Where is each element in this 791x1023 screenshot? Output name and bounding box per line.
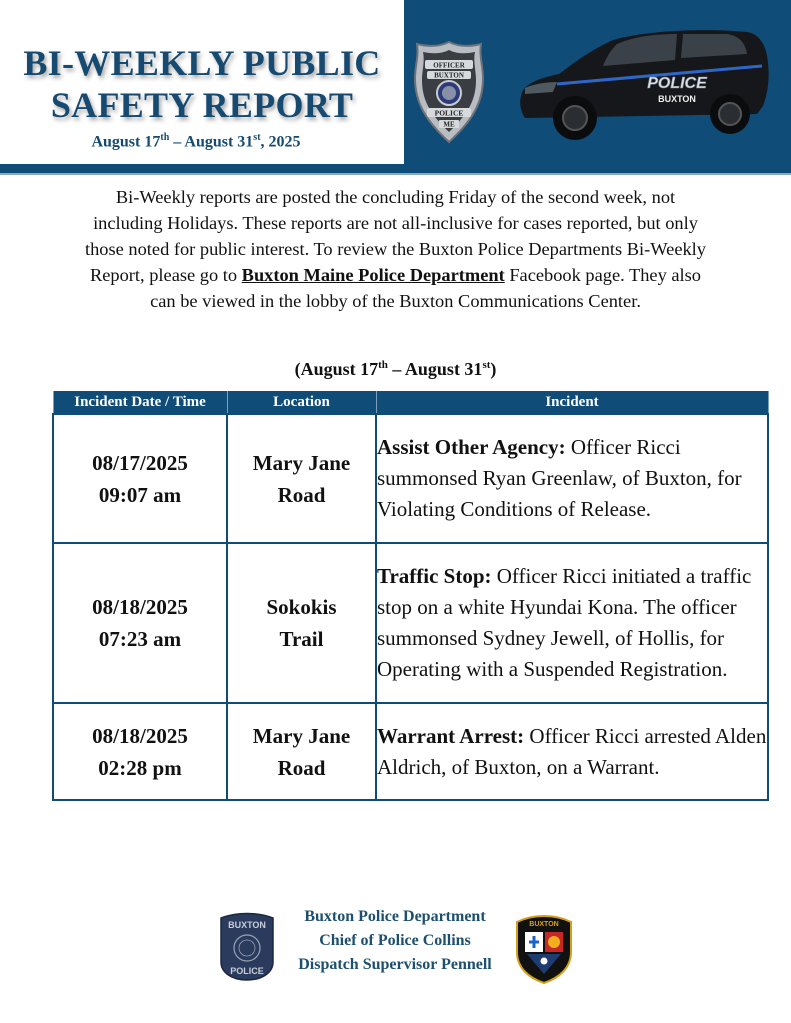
subtitle-end-suffix: st (253, 132, 261, 143)
patch-left-bottom-text: POLICE (230, 966, 264, 976)
incident-table (52, 391, 769, 801)
location-line-1: Sokokis (266, 595, 337, 619)
table-row (53, 414, 768, 543)
range-start: (August 17 (294, 359, 379, 379)
car-door-police-text: POLICE (647, 75, 707, 92)
incident-type: Assist Other Agency: (377, 435, 566, 459)
patch-right-top-text: BUXTON (529, 921, 559, 928)
incident-description (376, 414, 768, 543)
title-line-1: BI-WEEKLY PUBLIC (23, 43, 381, 83)
incident-date-time (53, 543, 227, 703)
range-start-suffix: th (378, 359, 388, 371)
incident-type: Traffic Stop: (377, 564, 492, 588)
subtitle-start: August 17 (91, 133, 161, 151)
table-row (53, 703, 768, 800)
header-title-panel (0, 0, 404, 164)
incident-location (227, 703, 376, 800)
subtitle-start-suffix: th (160, 132, 170, 143)
footer-chief: Chief of Police Collins (319, 932, 471, 949)
range-close: ) (490, 359, 497, 379)
police-badge-icon (413, 40, 485, 144)
incident-date: 08/17/2025 (92, 450, 188, 475)
incident-location (227, 543, 376, 703)
header-divider (0, 164, 791, 175)
incident-location (227, 414, 376, 543)
badge-text-me: ME (443, 120, 455, 129)
location-line-2: Road (277, 482, 326, 507)
incident-details: Officer Ricci arrested Alden Aldrich, of Buxton, on a Warrant. (377, 723, 767, 779)
buxton-police-patch-icon (217, 910, 277, 982)
table-date-range (0, 359, 791, 380)
badge-text-buxton: BUXTON (434, 71, 464, 80)
incident-date-time (53, 703, 227, 800)
range-end-suffix: st (482, 359, 491, 371)
incident-date: 08/18/2025 (92, 723, 188, 748)
incident-date-time (53, 414, 227, 543)
buxton-emergency-patch-icon (513, 912, 575, 984)
table-header-row (53, 391, 768, 414)
range-end: – August 31 (387, 359, 483, 379)
badge-text-officer: OFFICER (433, 61, 465, 70)
police-car-icon (517, 26, 772, 144)
incident-description (376, 543, 768, 703)
subtitle-year: , 2025 (260, 133, 301, 151)
footer-department: Buxton Police Department (304, 908, 486, 925)
incident-details: Officer Ricci summonsed Ryan Greenlaw, of Buxton, for Violating Conditions of Release. (377, 435, 742, 521)
intro-text-end: Facebook page. They also can be viewed in the lobby of the Buxton Communications Center. (150, 265, 701, 311)
facebook-page-link[interactable]: Buxton Maine Police Department (241, 265, 505, 285)
location-line-1: Mary Jane (252, 450, 351, 475)
report-title (0, 42, 404, 126)
car-door-buxton-text: BUXTON (658, 94, 696, 104)
incident-type: Warrant Arrest: (377, 723, 525, 748)
incident-time: 07:23 am (98, 627, 182, 651)
footer-signature (270, 905, 520, 977)
incident-details: Officer Ricci initiated a traffic stop on a white Hyundai Kona. The officer summonsed Sydney Jewell, of Hollis, for Operating with a Suspended Registration. (377, 564, 752, 681)
intro-paragraph (80, 184, 711, 314)
location-line-2: Trail (279, 627, 324, 651)
patch-left-top-text: BUXTON (228, 920, 266, 930)
location-line-2: Road (277, 755, 326, 780)
incident-description (376, 703, 768, 800)
badge-text-police: POLICE (434, 108, 464, 118)
incident-time: 09:07 am (98, 482, 182, 507)
incident-time: 02:28 pm (98, 755, 182, 780)
column-header-location: Location (227, 391, 376, 414)
incident-date: 08/18/2025 (92, 595, 188, 619)
location-line-1: Mary Jane (252, 723, 351, 748)
column-header-incident: Incident (376, 391, 768, 414)
report-header (0, 0, 791, 168)
subtitle-end: – August 31 (169, 133, 254, 151)
intro-text: Bi-Weekly reports are posted the concluding Friday of the second week, not including Holidays. These reports are not all-inclusive for cases reported, but only those noted for public interest. To review the Buxton Police Departments Bi-Weekly Report, please go to (84, 187, 706, 285)
title-line-2: SAFETY REPORT (50, 85, 354, 125)
table-row (53, 543, 768, 703)
column-header-date-time: Incident Date / Time (53, 391, 227, 414)
report-date-range (0, 132, 392, 151)
footer-dispatch-supervisor: Dispatch Supervisor Pennell (298, 956, 492, 973)
